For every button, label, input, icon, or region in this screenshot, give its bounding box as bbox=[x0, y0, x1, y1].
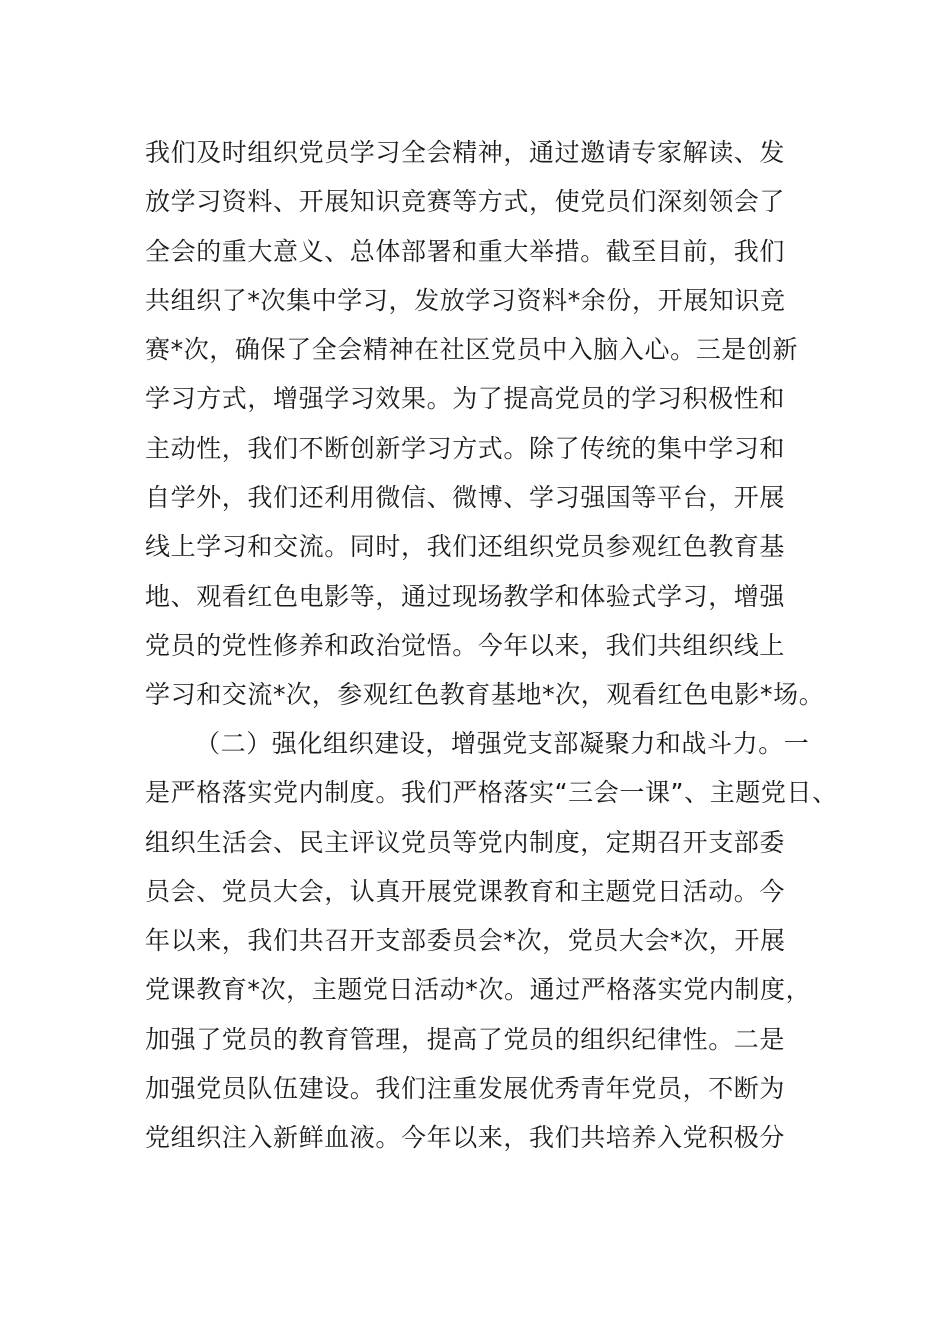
text-line: 放学习资料、开展知识竞赛等方式，使党员们深刻领会了 bbox=[145, 187, 786, 217]
text-line: 全会的重大意义、总体部署和重大举措。截至目前，我们 bbox=[145, 236, 786, 266]
text-line: 线上学习和交流。同时，我们还组织党员参观红色教育基 bbox=[145, 532, 786, 562]
text-line: 党组织注入新鲜血液。今年以来，我们共培养入党积极分 bbox=[145, 1123, 786, 1153]
text-line: 自学外，我们还利用微信、微博、学习强国等平台，开展 bbox=[145, 483, 786, 513]
section-heading-line: （二）强化组织建设，增强党支部凝聚力和战斗力。一 bbox=[195, 729, 810, 758]
text-line: 地、观看红色电影等，通过现场教学和体验式学习，增强 bbox=[145, 581, 786, 611]
text-line: 我们及时组织党员学习全会精神，通过邀请专家解读、发 bbox=[145, 138, 786, 167]
text-line: 组织生活会、民主评议党员等党内制度，定期召开支部委 bbox=[145, 827, 786, 857]
text-line: 党课教育*次，主题党日活动*次。通过严格落实党内制度， bbox=[145, 975, 812, 1005]
text-line: 学习方式，增强学习效果。为了提高党员的学习积极性和 bbox=[145, 384, 786, 414]
text-line: 是严格落实党内制度。我们严格落实“三会一课”、主题党日、 bbox=[145, 778, 838, 808]
text-line: 主动性，我们不断创新学习方式。除了传统的集中学习和 bbox=[145, 433, 786, 463]
text-line: 共组织了*次集中学习，发放学习资料*余份，开展知识竞 bbox=[145, 285, 786, 315]
section-paragraph bbox=[145, 719, 838, 1163]
text-line: 赛*次，确保了全会精神在社区党员中入脑入心。三是创新 bbox=[145, 335, 799, 365]
text-line: 加强了党员的教育管理，提高了党员的组织纪律性。二是 bbox=[145, 1024, 786, 1054]
text-line: 学习和交流*次，参观红色教育基地*次，观看红色电影*场。 bbox=[145, 680, 825, 710]
body-paragraph bbox=[145, 128, 825, 720]
text-line: 党员的党性修养和政治觉悟。今年以来，我们共组织线上 bbox=[145, 630, 786, 660]
text-line: 年以来，我们共召开支部委员会*次，党员大会*次，开展 bbox=[145, 926, 786, 956]
text-line: 加强党员队伍建设。我们注重发展优秀青年党员，不断为 bbox=[145, 1074, 786, 1104]
text-line: 员会、党员大会，认真开展党课教育和主题党日活动。今 bbox=[145, 876, 786, 906]
